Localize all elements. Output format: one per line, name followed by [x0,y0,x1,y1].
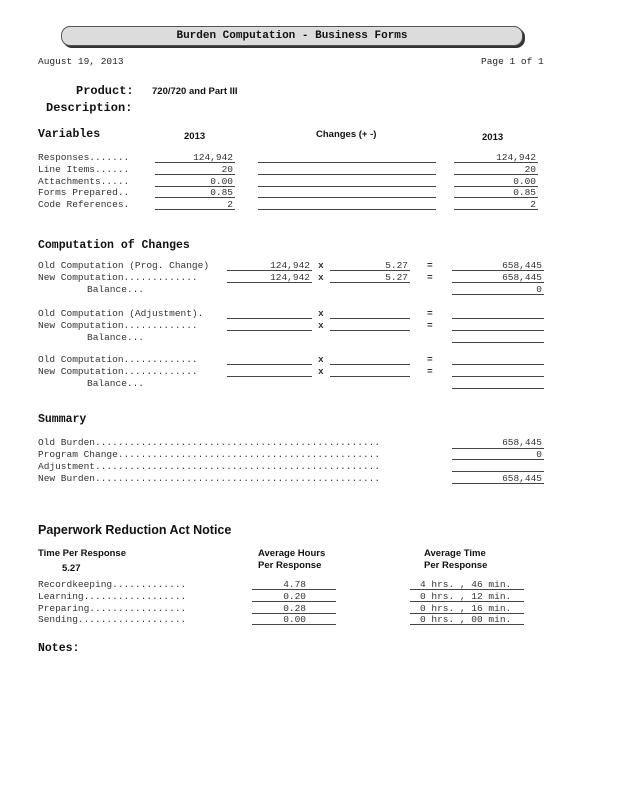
times-symbol: x [318,308,324,319]
pra-activity-label: Preparing................. [38,603,187,614]
variable-label: Responses....... [38,152,130,163]
new-computation-rate [330,320,410,331]
old-computation-quantity: 124,942 [227,260,312,271]
balance-label: Balance... [87,332,145,343]
new-computation-quantity [227,366,312,377]
equals-symbol: = [427,272,433,283]
pra-average-time: 0 hrs. , 12 min. [410,591,524,602]
summary-label: Old Burden.................................................. [38,437,381,448]
equals-symbol: = [427,366,433,377]
variable-change-value [258,187,436,198]
old-computation-result [452,354,544,365]
page-indicator: Page 1 of 1 [481,56,544,67]
balance-value [452,332,544,343]
variable-old-value: 2 [155,199,235,210]
pra-activity-label: Sending................... [38,614,187,625]
variables-section-title: Variables [38,128,101,141]
product-label: Product: [76,84,134,98]
old-computation-quantity [227,308,312,319]
variable-new-value: 20 [454,164,538,175]
variable-new-value: 2 [454,199,538,210]
pra-activity-label: Learning.................. [38,591,187,602]
summary-label: New Burden.................................................. [38,473,381,484]
times-symbol: x [318,320,324,331]
old-computation-label: Old Computation............. [38,354,198,365]
summary-label: Program Change.............................................. [38,449,381,460]
equals-symbol: = [427,354,433,365]
new-computation-result: 658,445 [452,272,544,283]
product-value: 720/720 and Part III [152,86,238,97]
pra-average-time: 4 hrs. , 46 min. [410,579,524,590]
pra-average-hours: 0.20 [252,591,336,602]
computation-section-title: Computation of Changes [38,239,190,252]
old-computation-rate: 5.27 [330,260,410,271]
variable-change-value [258,164,436,175]
summary-value: 658,445 [502,437,542,448]
description-label: Description: [46,101,133,115]
summary-value [452,461,544,472]
balance-value [452,378,544,389]
variables-col-changes: Changes (+ -) [316,129,377,140]
document-title-banner [61,26,523,46]
variable-new-value: 0.85 [454,187,538,198]
report-date: August 19, 2013 [38,56,124,67]
times-symbol: x [318,354,324,365]
new-computation-rate [330,366,410,377]
variable-old-value: 20 [155,164,235,175]
variable-change-value [258,152,436,163]
pra-col-time-line1: Average Time [424,548,486,559]
variable-old-value: 0.85 [155,187,235,198]
balance-label: Balance... [87,378,145,389]
pra-section-title: Paperwork Reduction Act Notice [38,523,232,537]
old-computation-result [452,308,544,319]
summary-value: 0 [452,449,544,460]
old-computation-quantity [227,354,312,365]
times-symbol: x [318,260,324,271]
new-computation-label: New Computation............. [38,272,198,283]
balance-label: Balance... [87,284,145,295]
variable-new-value: 0.00 [454,176,538,187]
variable-change-value [258,199,436,210]
variable-label: Line Items...... [38,164,130,175]
variable-label: Attachments..... [38,176,130,187]
notes-label: Notes: [38,642,80,655]
variables-col-new-year: 2013 [482,132,504,143]
time-per-response-value: 5.27 [62,563,81,574]
balance-value: 0 [452,284,544,295]
times-symbol: x [318,272,324,283]
summary-value: 658,445 [452,473,544,484]
variable-new-value: 124,942 [454,152,538,163]
new-computation-quantity [227,320,312,331]
variable-old-value: 124,942 [155,152,235,163]
time-per-response-label: Time Per Response [38,548,127,559]
variable-old-value: 0.00 [155,176,235,187]
new-computation-label: New Computation............. [38,320,198,331]
times-symbol: x [318,366,324,377]
summary-label: Adjustment.................................................. [38,461,381,472]
equals-symbol: = [427,308,433,319]
new-computation-rate: 5.27 [330,272,410,283]
pra-average-time: 0 hrs. , 16 min. [410,603,524,614]
pra-col-hours-line2: Per Response [258,560,322,571]
pra-average-time: 0 hrs. , 00 min. [410,614,524,625]
pra-col-hours-line1: Average Hours [258,548,326,559]
new-computation-quantity: 124,942 [227,272,312,283]
pra-average-hours: 4.78 [252,579,336,590]
old-computation-label: Old Computation (Prog. Change) [38,260,210,271]
new-computation-label: New Computation............. [38,366,198,377]
variable-label: Code References. [38,199,130,210]
document-title: Burden Computation - Business Forms [176,30,408,42]
old-computation-result: 658,445 [452,260,544,271]
new-computation-result [452,320,544,331]
summary-section-title: Summary [38,413,87,426]
pra-col-time-line2: Per Response [424,560,488,571]
pra-activity-label: Recordkeeping............. [38,579,187,590]
old-computation-rate [330,308,410,319]
old-computation-rate [330,354,410,365]
variables-col-old-year: 2013 [184,131,206,142]
pra-average-hours: 0.00 [252,614,336,625]
summary-divider [452,448,544,449]
variable-change-value [258,176,436,187]
equals-symbol: = [427,260,433,271]
variable-label: Forms Prepared.. [38,187,130,198]
new-computation-result [452,366,544,377]
pra-average-hours: 0.28 [252,603,336,614]
equals-symbol: = [427,320,433,331]
old-computation-label: Old Computation (Adjustment). [38,308,204,319]
